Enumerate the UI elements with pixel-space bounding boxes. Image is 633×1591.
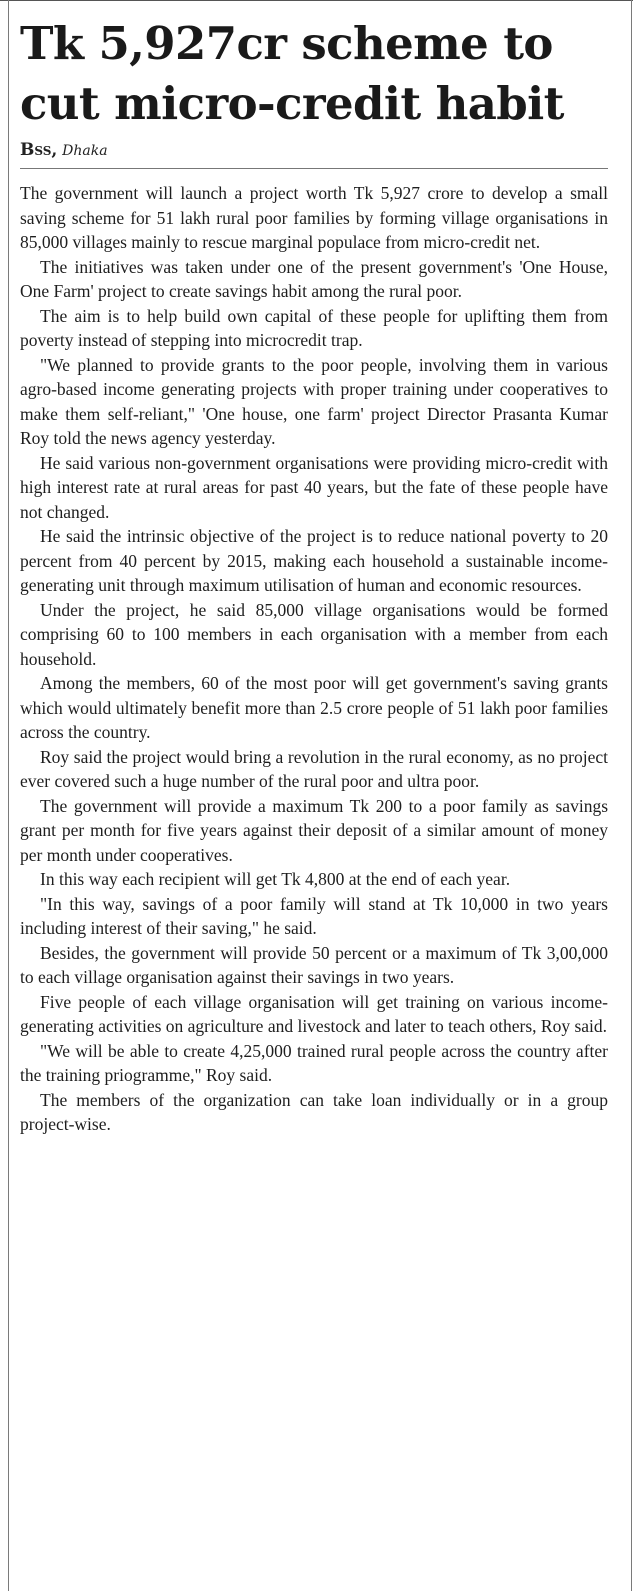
paragraph-3: The aim is to help build own capital of these people for uplifting them from poverty instead of stepping into microcredit trap. — [20, 305, 608, 350]
paragraph-7: Under the project, he said 85,000 village organisations would be formed comprising 60 to 100 members in each organisation with a member from each household. — [20, 599, 608, 669]
article-body — [20, 181, 608, 1137]
paragraph-8: Among the members, 60 of the most poor will get government's saving grants which would ultimately benefit more than 2.5 crore people of 51 lakh poor families across the country. — [20, 673, 608, 742]
paragraph-12: "In this way, savings of a poor family will stand at Tk 10,000 in two years including interest of their saving," he said. — [20, 893, 608, 938]
headline: Tk 5,927cr scheme to cut micro-credit habit — [20, 17, 564, 130]
top-border-rule — [0, 0, 633, 1]
paragraph-15: "We will be able to create 4,25,000 trained rural people across the country after the training priogramme," Roy said. — [20, 1040, 608, 1085]
byline-agency: Bss, — [20, 140, 58, 160]
paragraph-14: Five people of each village organisation will get training on various income-generating activities on agriculture and livestock and later to teach others, Roy said. — [20, 991, 608, 1036]
byline-place: Dhaka — [62, 143, 108, 159]
paragraph-6: He said the intrinsic objective of the project is to reduce national poverty to 20 percent from 40 percent by 2015, making each household a sustainable income-generating unit through maximum utilisation of human and economic resources. — [20, 526, 608, 595]
paragraph-9: Roy said the project would bring a revolution in the rural economy, as no project ever covered such a huge number of the rural poor and ultra poor. — [20, 746, 608, 791]
paragraph-4: "We planned to provide grants to the poor people, involving them in various agro-based income generating projects with proper training under cooperatives to make them self-reliant," 'One house, one farm' project Director Prasanta Kumar Roy told the news agency yesterday. — [20, 354, 608, 448]
byline — [20, 140, 608, 169]
left-border-rule — [8, 0, 9, 1591]
paragraph-13: Besides, the government will provide 50 percent or a maximum of Tk 3,00,000 to each village organisation against their savings in two years. — [20, 942, 608, 987]
article — [20, 14, 608, 1137]
paragraph-10: The government will provide a maximum Tk 200 to a poor family as savings grant per month for five years against their deposit of a similar amount of money per month under cooperatives. — [20, 795, 608, 865]
paragraph-11: In this way each recipient will get Tk 4,800 at the end of each year. — [40, 869, 511, 889]
paragraph-2: The initiatives was taken under one of the present government's 'One House, One Farm' project to create savings habit among the rural poor. — [20, 256, 608, 301]
paragraph-1: The government will launch a project worth Tk 5,927 crore to develop a small saving scheme for 51 lakh rural poor families by forming village organisations in 85,000 villages mainly to rescue marginal populace from micro-credit net. — [20, 183, 608, 252]
right-border-rule — [631, 0, 632, 1591]
paragraph-16: The members of the organization can take loan individually or in a group project-wise. — [20, 1089, 608, 1134]
paragraph-5: He said various non-government organisations were providing micro-credit with high interest rate at rural areas for past 40 years, but the fate of these people have not changed. — [20, 452, 608, 522]
